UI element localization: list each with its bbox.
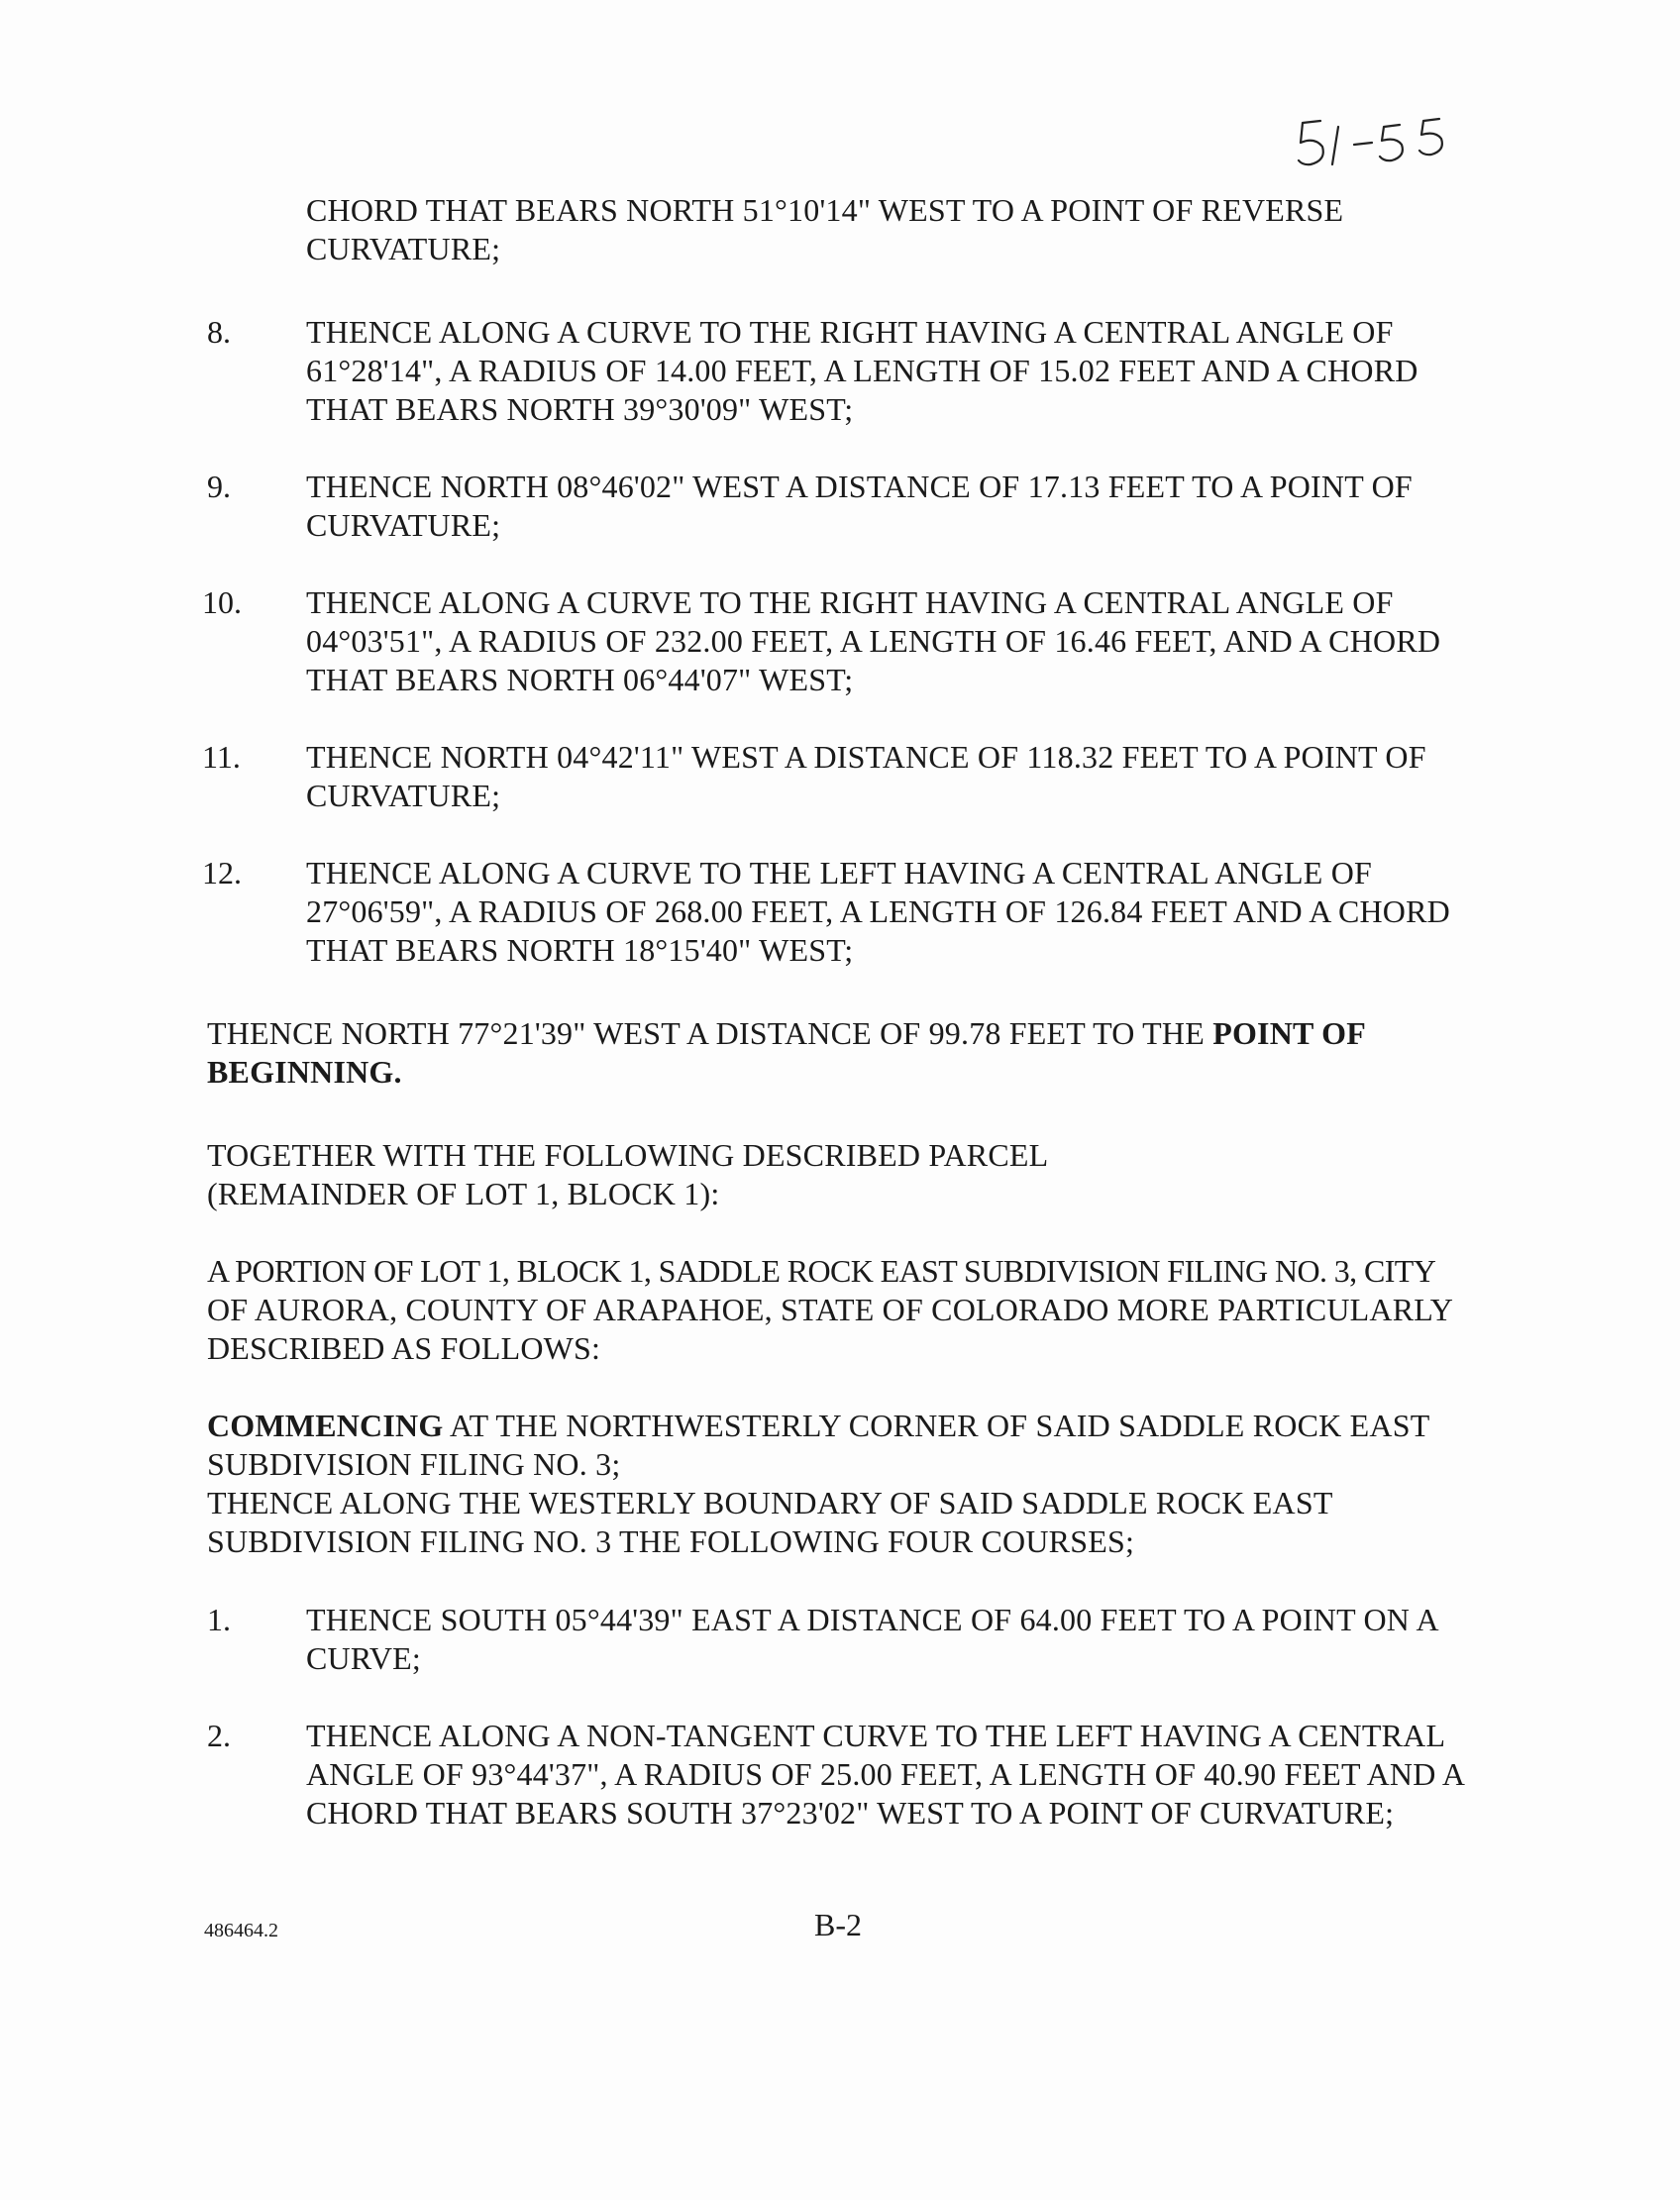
commencing-line-2: SUBDIVISION FILING NO. 3; bbox=[207, 1446, 621, 1482]
closing-bold: POINT OF bbox=[1212, 1015, 1367, 1051]
course-number: 11. bbox=[202, 739, 241, 775]
commencing-rest: AT THE NORTHWESTERLY CORNER OF SAID SADDLE ROCK EAST bbox=[449, 1408, 1430, 1443]
course-number: 9. bbox=[207, 469, 231, 504]
course-line: THENCE ALONG A NON-TANGENT CURVE TO THE LEFT HAVING A CENTRAL bbox=[306, 1718, 1446, 1753]
course-line: CURVATURE; bbox=[306, 778, 501, 813]
course-line: 04°03'51", A RADIUS OF 232.00 FEET, A LENGTH OF 16.46 FEET, AND A CHORD bbox=[306, 623, 1441, 659]
page-number: B-2 bbox=[814, 1907, 862, 1942]
closing-text: THENCE NORTH 77°21'39" WEST A DISTANCE OF 99.78 FEET TO THE bbox=[207, 1015, 1205, 1051]
course-number: 2. bbox=[207, 1718, 231, 1753]
document-id: 486464.2 bbox=[204, 1920, 278, 1941]
portion-line: DESCRIBED AS FOLLOWS: bbox=[207, 1330, 601, 1366]
together-line-2: (REMAINDER OF LOT 1, BLOCK 1): bbox=[207, 1176, 720, 1211]
intro-line-1: CHORD THAT BEARS NORTH 51°10'14" WEST TO A POINT OF REVERSE bbox=[306, 192, 1344, 228]
intro-line-2: CURVATURE; bbox=[306, 231, 501, 266]
course-line: CHORD THAT BEARS SOUTH 37°23'02" WEST TO A POINT OF CURVATURE; bbox=[306, 1795, 1395, 1831]
commencing-line-1 bbox=[207, 1407, 1489, 1445]
closing-line-1 bbox=[207, 1014, 1489, 1053]
course-line: THENCE SOUTH 05°44'39" EAST A DISTANCE OF 64.00 FEET TO A POINT ON A bbox=[306, 1602, 1439, 1637]
course-line: THENCE NORTH 08°46'02" WEST A DISTANCE OF 17.13 FEET TO A POINT OF bbox=[306, 469, 1413, 504]
course-line: THENCE NORTH 04°42'11" WEST A DISTANCE OF 118.32 FEET TO A POINT OF bbox=[306, 739, 1426, 775]
course-line: THAT BEARS NORTH 06°44'07" WEST; bbox=[306, 662, 854, 697]
course-line: THAT BEARS NORTH 39°30'09" WEST; bbox=[306, 391, 854, 427]
portion-line: A PORTION OF LOT 1, BLOCK 1, SADDLE ROCK EAST SUBDIVISION FILING NO. 3, CITY bbox=[207, 1253, 1436, 1289]
portion-line: OF AURORA, COUNTY OF ARAPAHOE, STATE OF COLORADO MORE PARTICULARLY bbox=[207, 1292, 1454, 1327]
course-number: 12. bbox=[202, 855, 242, 890]
course-line: CURVATURE; bbox=[306, 507, 501, 543]
closing-line-2: BEGINNING. bbox=[207, 1054, 402, 1090]
commencing-line-4: SUBDIVISION FILING NO. 3 THE FOLLOWING FOUR COURSES; bbox=[207, 1523, 1135, 1559]
handwritten-page-ref bbox=[1293, 99, 1471, 178]
course-line: THENCE ALONG A CURVE TO THE LEFT HAVING A CENTRAL ANGLE OF bbox=[306, 855, 1373, 890]
commencing-bold: COMMENCING bbox=[207, 1408, 444, 1443]
course-line: 27°06'59", A RADIUS OF 268.00 FEET, A LENGTH OF 126.84 FEET AND A CHORD bbox=[306, 893, 1450, 929]
course-line: 61°28'14", A RADIUS OF 14.00 FEET, A LENGTH OF 15.02 FEET AND A CHORD bbox=[306, 353, 1418, 388]
together-line-1: TOGETHER WITH THE FOLLOWING DESCRIBED PARCEL bbox=[207, 1137, 1049, 1173]
course-line: CURVE; bbox=[306, 1640, 421, 1676]
course-number: 8. bbox=[207, 314, 231, 350]
course-line: ANGLE OF 93°44'37", A RADIUS OF 25.00 FEET, A LENGTH OF 40.90 FEET AND A bbox=[306, 1756, 1466, 1792]
course-line: THENCE ALONG A CURVE TO THE RIGHT HAVING A CENTRAL ANGLE OF bbox=[306, 314, 1394, 350]
course-number: 1. bbox=[207, 1602, 231, 1637]
course-line: THENCE ALONG A CURVE TO THE RIGHT HAVING A CENTRAL ANGLE OF bbox=[306, 584, 1394, 620]
commencing-line-3: THENCE ALONG THE WESTERLY BOUNDARY OF SAID SADDLE ROCK EAST bbox=[207, 1485, 1333, 1520]
course-line: THAT BEARS NORTH 18°15'40" WEST; bbox=[306, 932, 854, 968]
course-number: 10. bbox=[202, 584, 242, 620]
